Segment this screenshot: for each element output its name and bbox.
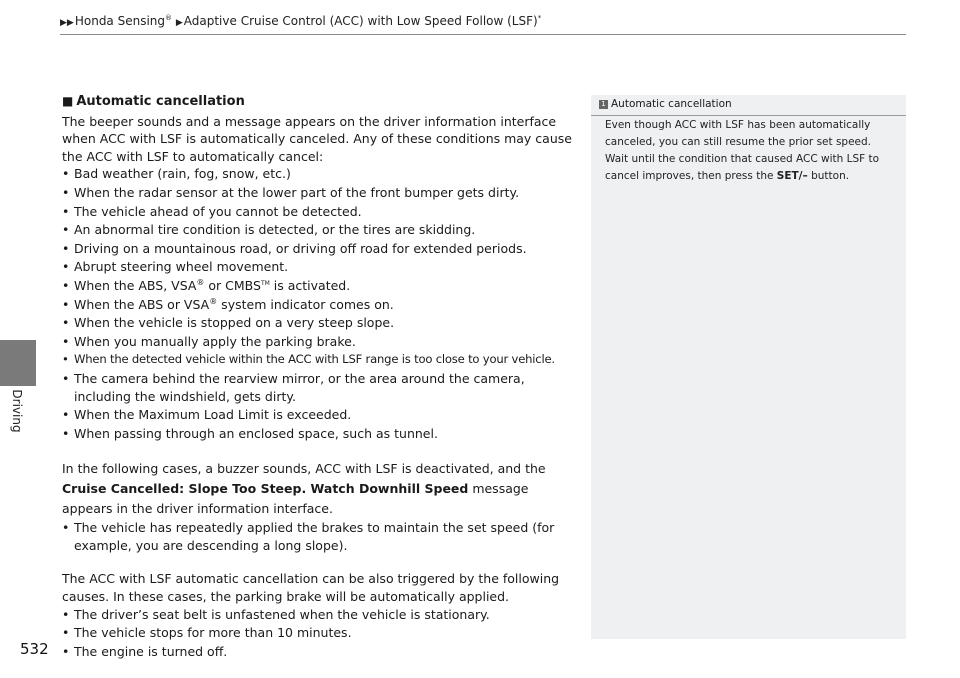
list-item: • When the Maximum Load Limit is exceeded. (62, 406, 582, 424)
breadcrumb-acc[interactable]: Adaptive Cruise Control (ACC) with Low Speed Follow (LSF) (183, 14, 538, 28)
header-rule (60, 34, 906, 35)
list-item-text: When the ABS or VSA (74, 296, 210, 312)
triangle-right-icon: ▶ (175, 18, 183, 28)
list-item-text: or CMBS (204, 277, 261, 293)
sidebar-text: Even though ACC with LSF has been automatically canceled, you can still resume the prior set speed. Wait until the condition that caused ACC with LSF to cancel improves, then press the (605, 119, 880, 182)
sidebar-note (591, 95, 906, 639)
note-badge-icon: 1 (599, 100, 608, 109)
sidebar-title: Automatic cancellation (611, 98, 732, 110)
list-item (62, 277, 582, 295)
breadcrumb (60, 14, 541, 28)
list-item-text: When the ABS, VSA (74, 277, 197, 293)
list-item: • When the radar sensor at the lower part of the front bumper gets dirty. (62, 184, 582, 202)
list-item: • An abnormal tire condition is detected, or the tires are skidding. (62, 221, 582, 239)
trademark-mark: TM (260, 279, 270, 287)
section-heading-text: Automatic cancellation (76, 94, 245, 109)
chapter-label: Driving (10, 389, 24, 433)
list-item: • When passing through an enclosed space, such as tunnel. (62, 425, 582, 443)
sidebar-text: button. (807, 170, 850, 182)
list-item: • The vehicle stops for more than 10 minutes. (62, 624, 582, 642)
buzzer-conditions-list (62, 519, 582, 554)
intro-paragraph: The beeper sounds and a message appears on the driver information interface when ACC with LSF is automatically canceled. Any of these conditions may cause the ACC with LSF to automatically cancel: (62, 113, 572, 164)
list-item: • The camera behind the rearview mirror, or the area around the camera, including the windshield, gets dirty. (62, 370, 582, 405)
triangle-right-icon: ▶▶ (60, 18, 74, 28)
buzzer-paragraph (62, 459, 582, 519)
message-name: Cruise Cancelled: Slope Too Steep. Watch Downhill Speed (62, 481, 469, 497)
registered-mark: ® (165, 14, 173, 22)
sidebar-body (605, 117, 897, 185)
list-item: • The driver’s seat belt is unfastened when the vehicle is stationary. (62, 606, 582, 624)
registered-mark: ® (196, 277, 205, 287)
page-number: 532 (20, 640, 49, 658)
list-item: • The vehicle ahead of you cannot be detected. (62, 203, 582, 221)
list-item: • When the vehicle is stopped on a very steep slope. (62, 314, 582, 332)
paragraph-text: In the following cases, a buzzer sounds, ACC with LSF is deactivated, and the (62, 461, 546, 477)
list-item: • When the detected vehicle within the ACC with LSF range is too close to your vehicle. (62, 351, 582, 369)
list-item: • The vehicle has repeatedly applied the brakes to maintain the set speed (for example, you are descending a long slope). (62, 519, 582, 554)
square-bullet-icon: ■ (62, 94, 74, 108)
list-item-text: is activated. (269, 277, 351, 293)
set-button-label: SET/– (776, 170, 808, 182)
section-heading (62, 93, 582, 111)
breadcrumb-honda-sensing[interactable]: Honda Sensing (74, 14, 166, 28)
list-item: • The engine is turned off. (62, 643, 582, 661)
cancel-conditions-list (62, 165, 582, 442)
list-item (62, 296, 582, 314)
sidebar-heading (591, 95, 906, 116)
trigger-conditions-list (62, 606, 582, 661)
list-item-text: system indicator comes on. (217, 296, 394, 312)
registered-mark: ® (209, 296, 218, 306)
paragraph-text: message appears in the driver information interface. (62, 481, 529, 517)
main-content (62, 93, 582, 661)
trigger-paragraph: The ACC with LSF automatic cancellation can be also triggered by the following causes. In these cases, the parking brake will be automatically applied. (62, 571, 560, 605)
list-item: • Bad weather (rain, fog, snow, etc.) (62, 165, 582, 183)
chapter-tab (0, 340, 36, 386)
list-item: • Abrupt steering wheel movement. (62, 258, 582, 276)
list-item: • When you manually apply the parking brake. (62, 333, 582, 351)
asterisk-mark: * (537, 14, 542, 22)
list-item: • Driving on a mountainous road, or driving off road for extended periods. (62, 240, 582, 258)
